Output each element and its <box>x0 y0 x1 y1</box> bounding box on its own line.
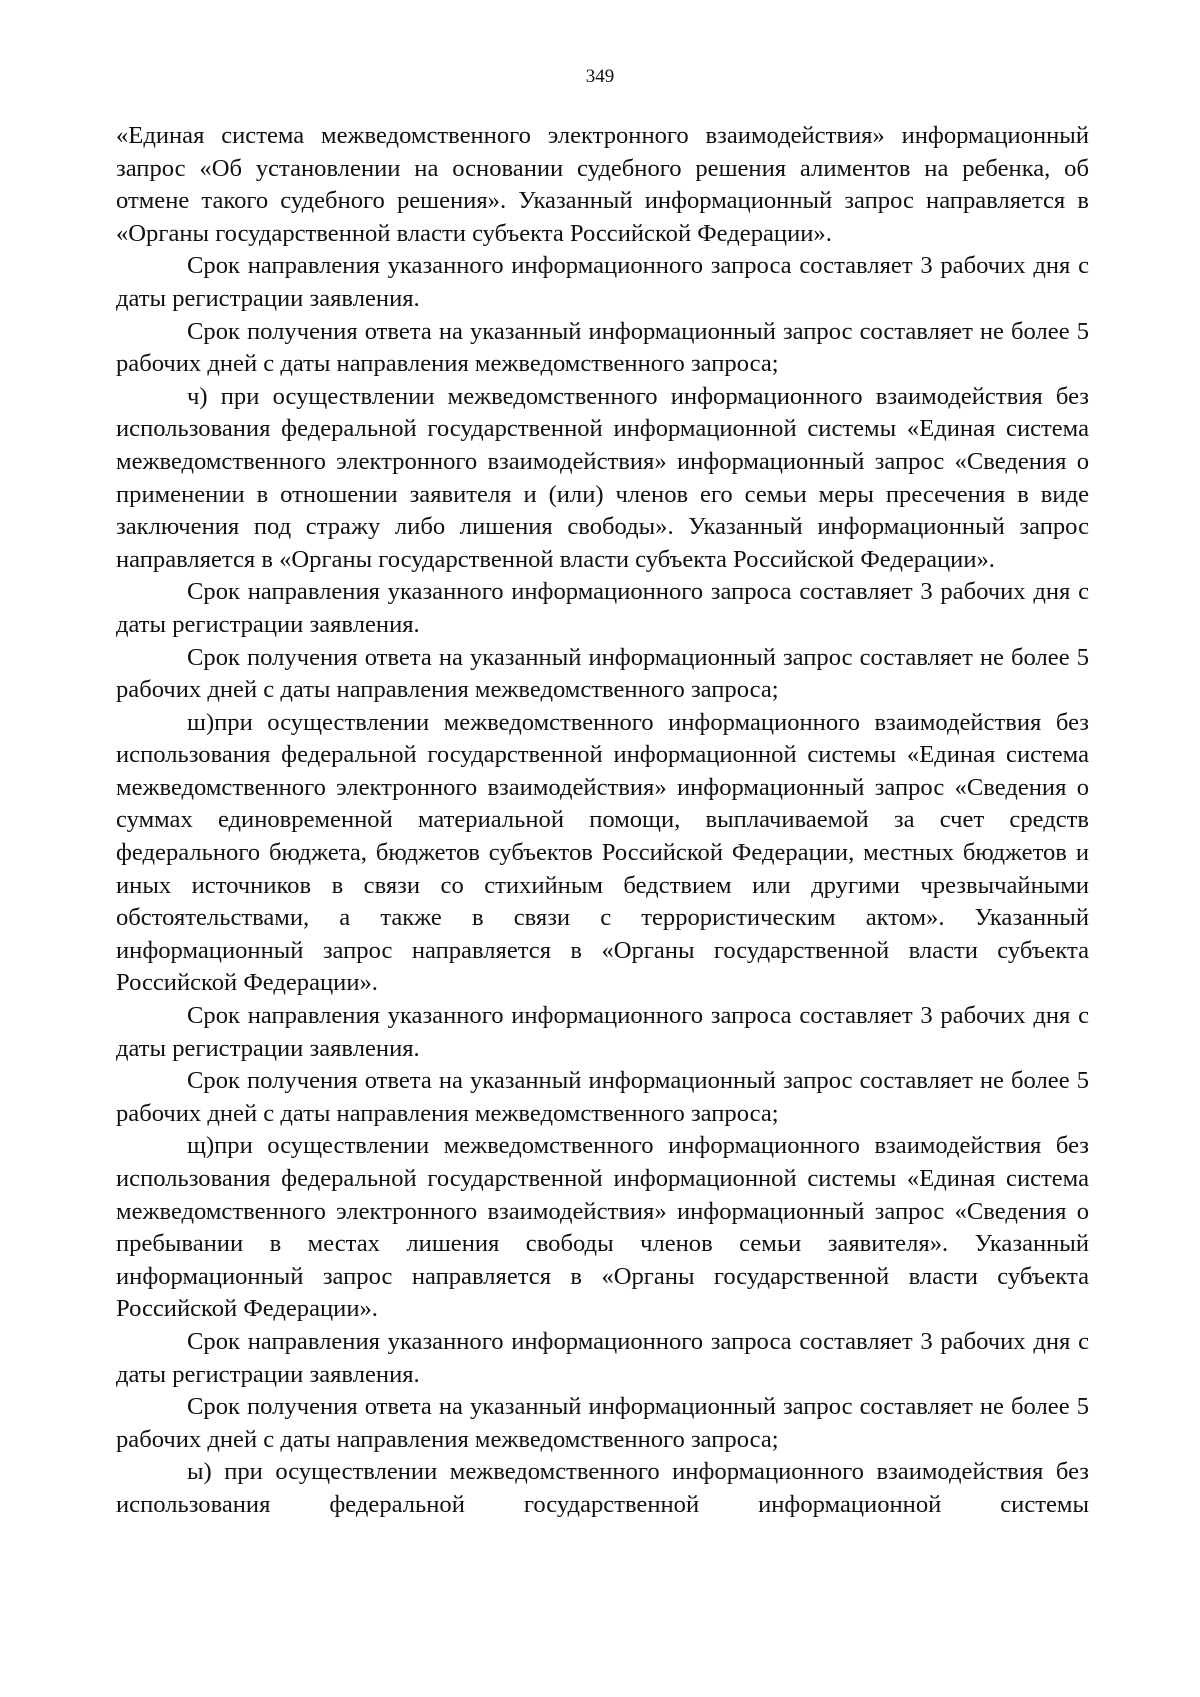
paragraph: Срок получения ответа на указанный информационный запрос составляет не более 5 рабочих дней с даты направления межведомственного запроса; <box>116 1067 1089 1127</box>
paragraph: Срок направления указанного информационного запроса составляет 3 рабочих дня с даты регистрации заявления. <box>116 1327 1089 1388</box>
paragraph: ш)при осуществлении межведомственного информационного взаимодействия без использования федеральной государственной информационной системы «Единая система межведомственного электронного взаимодействия» информационный запрос «Сведения о суммах единовременной материальной помощи, выплачиваемой за счет средств федерального бюджета, бюджетов субъектов Российской Федерации, местных бюджетов и иных источников в связи со стихийным бедствием или другими чрезвычайными обстоятельствами, а также в связи с террористическим актом». Указанный информационный запрос направляется в «Органы государственной власти субъекта Российской Федерации». <box>116 708 1089 997</box>
paragraph: Срок получения ответа на указанный информационный запрос составляет не более 5 рабочих дней с даты направления межведомственного запроса; <box>116 643 1089 704</box>
page-number: 349 <box>585 66 615 87</box>
paragraph: Срок направления указанного информационного запроса составляет 3 рабочих дня с даты регистрации заявления. <box>116 252 1089 312</box>
paragraph: Срок направления указанного информационного запроса составляет 3 рабочих дня с даты регистрации заявления. <box>116 578 1089 638</box>
paragraph: «Единая система межведомственного электронного взаимодействия» информационный запрос «Об установлении на основании судебного решения алиментов на ребенка, об отмене такого судебного решения». Указанный информационный запрос направляется в «Органы государственной власти субъекта Российской Федерации». <box>116 122 1089 247</box>
document-body <box>116 120 1089 1522</box>
paragraph: ы) при осуществлении межведомственного информационного взаимодействия без использования федеральной государственной информационной системы <box>116 1458 1089 1518</box>
paragraph: щ)при осуществлении межведомственного информационного взаимодействия без использования федеральной государственной информационной системы «Единая система межведомственного электронного взаимодействия» информационный запрос «Сведения о пребывании в местах лишения свободы членов семьи заявителя». Указанный информационный запрос направляется в «Органы государственной власти субъекта Российской Федерации». <box>116 1132 1089 1323</box>
paragraph: Срок направления указанного информационного запроса составляет 3 рабочих дня с даты регистрации заявления. <box>116 1002 1089 1062</box>
paragraph: ч) при осуществлении межведомственного информационного взаимодействия без использования федеральной государственной информационной системы «Единая система межведомственного электронного взаимодействия» информационный запрос «Сведения о применении в отношении заявителя и (или) членов его семьи меры пресечения в виде заключения под стражу либо лишения свободы». Указанный информационный запрос направляется в «Органы государственной власти субъекта Российской Федерации». <box>116 382 1089 573</box>
paragraph: Срок получения ответа на указанный информационный запрос составляет не более 5 рабочих дней с даты направления межведомственного запроса; <box>116 317 1089 378</box>
paragraph: Срок получения ответа на указанный информационный запрос составляет не более 5 рабочих дней с даты направления межведомственного запроса; <box>116 1393 1089 1453</box>
